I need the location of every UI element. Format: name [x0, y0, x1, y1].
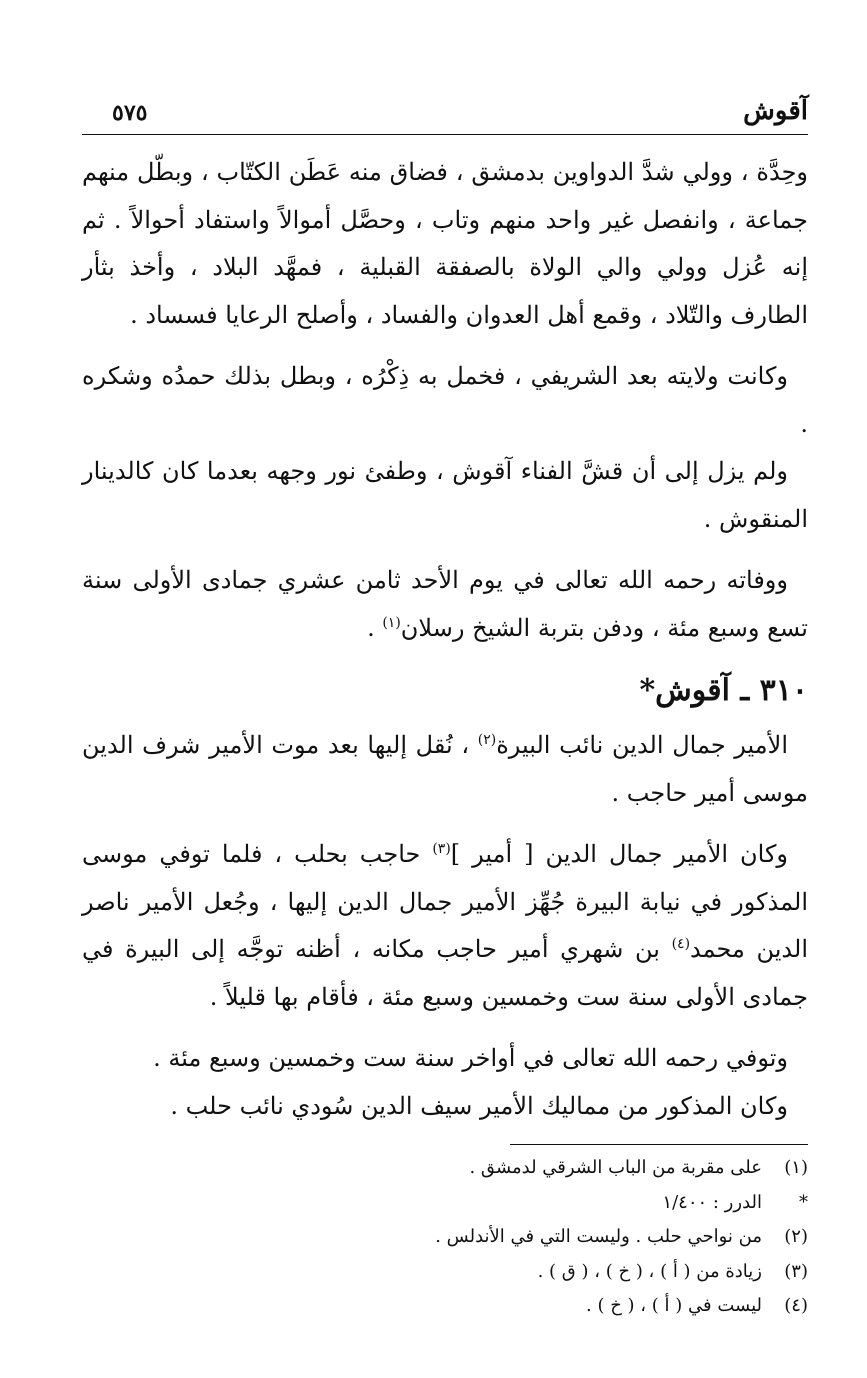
footnote [82, 1289, 808, 1324]
paragraph-text: حاجب بحلب ، فلما توفي موسى المذكور في نيابة البيرة جُهِّز الأمير جمال الدين إليها ، وجُعل الأمير ناصر الدين محمد [82, 840, 808, 963]
paragraph: ولم يزل إلى أن قشَّ الفناء آقوش ، وطفئ نور وجهه بعدما كان كالدينار المنقوش . [82, 457, 808, 533]
entry-paragraph [82, 831, 808, 1021]
paragraph: وحِدَّة ، وولي شدَّ الدواوين بدمشق ، فضاق منه عَطَن الكتّاب ، وبطّل منهم جماعة ، وانفصل غير واحد منهم وتاب ، وحصَّل أموالاً واستفاد أحوالاً . ثم إنه عُزل وولي والي الولاة بالصفقة القبلية ، فمهَّد البلاد ، وأخذ بثأر الطارف والتّلاد ، وقمع أهل العدوان والفساد ، وأصلح الرعايا فسساد . [82, 158, 808, 329]
footnote [82, 1220, 808, 1255]
entry-paragraph [82, 722, 808, 817]
footnote-text: زيادة من ( أ ) ، ( خ ) ، ( ق ) . [537, 1260, 762, 1282]
page-header [82, 92, 808, 135]
footnote-marker: (٢) [477, 732, 497, 748]
footnote-text: من نواحي حلب . وليست التي في الأندلس . [435, 1226, 762, 1247]
paragraph: وكانت ولايته بعد الشريفي ، فخمل به ذِكْرُه ، وبطل بذلك حمدُه وشكره . [82, 362, 808, 438]
footnote-text: الدرر : ١/٤٠٠ [662, 1191, 762, 1213]
footnote-marker: (٤) [671, 936, 691, 952]
entry-title: ٣١٠ ـ آقوش* [639, 673, 808, 708]
death-paragraph [82, 557, 808, 652]
footnote-marker: (٣) [432, 841, 451, 857]
paragraph-text: الأمير جمال الدين نائب البيرة [496, 731, 788, 759]
footnote-text: على مقربة من الباب الشرقي لدمشق . [469, 1157, 762, 1178]
book-page [82, 92, 808, 1324]
footnote-marker: (١) [382, 614, 401, 631]
footnote-text: ليست في ( أ ) ، ( خ ) . [586, 1295, 762, 1316]
footnote-number: (٤) [784, 1295, 808, 1316]
page-number: ٥٧٥ [112, 100, 148, 126]
footnote [82, 1151, 808, 1186]
footnote [82, 1255, 808, 1290]
paragraph-text: ووفاته رحمه الله تعالى في يوم الأحد ثامن عشري جمادى الأولى سنة تسع وسبع مئة ، ودفن بتربة الشيخ رسلان [82, 566, 808, 642]
paragraph-text: بن شهري أمير حاجب مكانه ، أظنه توجَّه إلى البيرة في جمادى الأولى سنة ست وخمسين وسبع مئة ، فأقام بها قليلاً . [82, 935, 808, 1011]
footnote-number: (١) [784, 1157, 808, 1178]
footnote-divider [510, 1144, 808, 1145]
footnote-number: * [799, 1191, 808, 1213]
main-text [82, 149, 808, 1130]
entry-paragraph: وتوفي رحمه الله تعالى في أواخر سنة ست وخمسين وسبع مئة . [153, 1044, 788, 1072]
footnote [82, 1186, 808, 1221]
paragraph-text: وكان الأمير جمال الدين [ أمير ] [450, 840, 788, 868]
paragraph-text: ، نُقل إليها بعد موت الأمير شرف الدين موسى أمير حاجب . [82, 731, 808, 807]
footnote-number: (٣) [784, 1260, 808, 1282]
footnote-number: (٢) [784, 1226, 808, 1247]
entry-paragraph: وكان المذكور من مماليك الأمير سيف الدين سُودي نائب حلب . [170, 1091, 788, 1120]
paragraph-end: . [367, 613, 383, 642]
footnotes [82, 1151, 808, 1324]
running-head: آقوش [743, 96, 808, 126]
